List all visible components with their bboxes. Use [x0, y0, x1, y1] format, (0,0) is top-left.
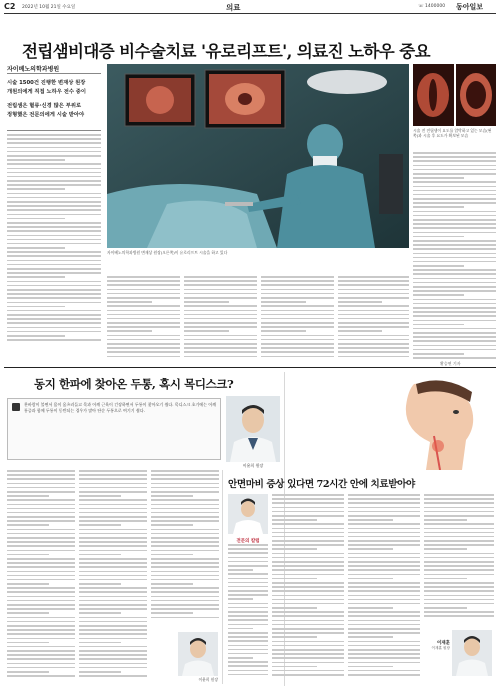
deck-rule	[7, 130, 101, 131]
urethra-before-graphic	[413, 64, 454, 126]
article2-title: 동지 한파에 찾아온 두통, 혹시 목디스크?	[34, 377, 234, 391]
article1-deck	[7, 79, 103, 120]
article2-body-col1	[7, 470, 75, 686]
newspaper-name: 동아일보	[456, 3, 484, 11]
columnist-label: 전문의 칼럼	[236, 539, 260, 544]
article3-body-col2	[272, 494, 344, 684]
article2-body-col2	[79, 470, 147, 686]
header-rule	[4, 13, 496, 14]
columnist-photo-graphic	[228, 494, 268, 534]
article2-author-photo	[178, 632, 218, 676]
urethra-after-graphic	[456, 64, 496, 126]
article1-byline: 자이베노의학과병원	[7, 66, 60, 73]
after-image	[456, 64, 496, 126]
page-number: C2	[4, 2, 16, 11]
lead-text: 찬바람이 불면서 몸이 움츠러들고 목과 어깨 근육이 긴장하면서 두통이 찾아오기 쉽다. 목디스크 초기에는 어깨 통증과 함께 두통이 동반되는 경우가 많아 단순 두통으로 여기기 쉽다.	[24, 402, 216, 413]
column-badge	[228, 494, 268, 544]
author-portrait-graphic-2	[452, 630, 492, 676]
article1-body-col5	[338, 276, 409, 360]
neck-illustration	[294, 376, 494, 470]
procedure-photo-caption: 자이베노의학과병원 변재상 원장(오른쪽)이 유로리프트 시술을 하고 있다	[107, 250, 228, 255]
neck-anatomy-graphic	[294, 376, 494, 470]
article2-author-label: 이윤희 원장	[198, 677, 218, 682]
article1-body-col3	[184, 276, 257, 360]
reporter-credit: 황승연 기자	[440, 361, 461, 366]
author-title: 이재훈 원장	[431, 646, 450, 650]
procedure-photo	[107, 64, 409, 248]
lead-box	[7, 398, 221, 460]
section-title: 의료	[226, 3, 241, 12]
ad-phone: ☏ 1400000	[418, 4, 446, 9]
author-name: 이재훈	[436, 641, 450, 646]
article1-body-col1	[7, 134, 101, 346]
col-divider-2	[222, 470, 223, 684]
article3-author-name	[424, 640, 450, 651]
article2-body-col3	[151, 470, 219, 626]
before-image	[413, 64, 454, 126]
issue-date: 2022년 10월 21일 수요일	[22, 5, 76, 10]
doctor-name-label: 이윤희 원장	[242, 463, 264, 468]
deck-line: 전립샘은 혈류·신경 많은 부위로	[7, 103, 82, 109]
article1-body-col-right	[413, 152, 496, 360]
article1-title: 전립샘비대증 비수술치료 '유로리프트', 의료진 노하우 중요	[22, 42, 430, 61]
article3-title: 안면마비 증상 있다면 72시간 안에 치료받아야	[228, 479, 415, 490]
deck-line: 개원의에게 직접 노하우 전수 중이	[7, 89, 87, 95]
deck-line: 시술 1500건 진행한 변재상 원장	[7, 80, 86, 86]
article3-body-col3	[348, 494, 420, 684]
article3-author-photo	[452, 630, 492, 676]
author-portrait-graphic	[178, 632, 218, 676]
image-comparison-caption: 시술 전 전립샘이 요도를 압박하고 있는 모습(왼쪽)과 시술 후 요도가 확보된 모습	[413, 128, 492, 138]
procedure-scene	[107, 64, 409, 248]
article3-body-col4	[424, 494, 494, 624]
article3-body-col1	[228, 544, 268, 684]
page-header	[0, 0, 500, 14]
deck-line: 정형했은 전문의에게 시술 받아야	[7, 112, 85, 118]
doctor-portrait-graphic	[226, 396, 280, 462]
article1-body-col4	[261, 276, 334, 360]
doctor-portrait	[226, 396, 280, 462]
section-divider	[4, 367, 496, 368]
lead-icon	[12, 403, 20, 411]
article1-body-col2	[107, 276, 180, 360]
byline-rule	[7, 73, 101, 74]
